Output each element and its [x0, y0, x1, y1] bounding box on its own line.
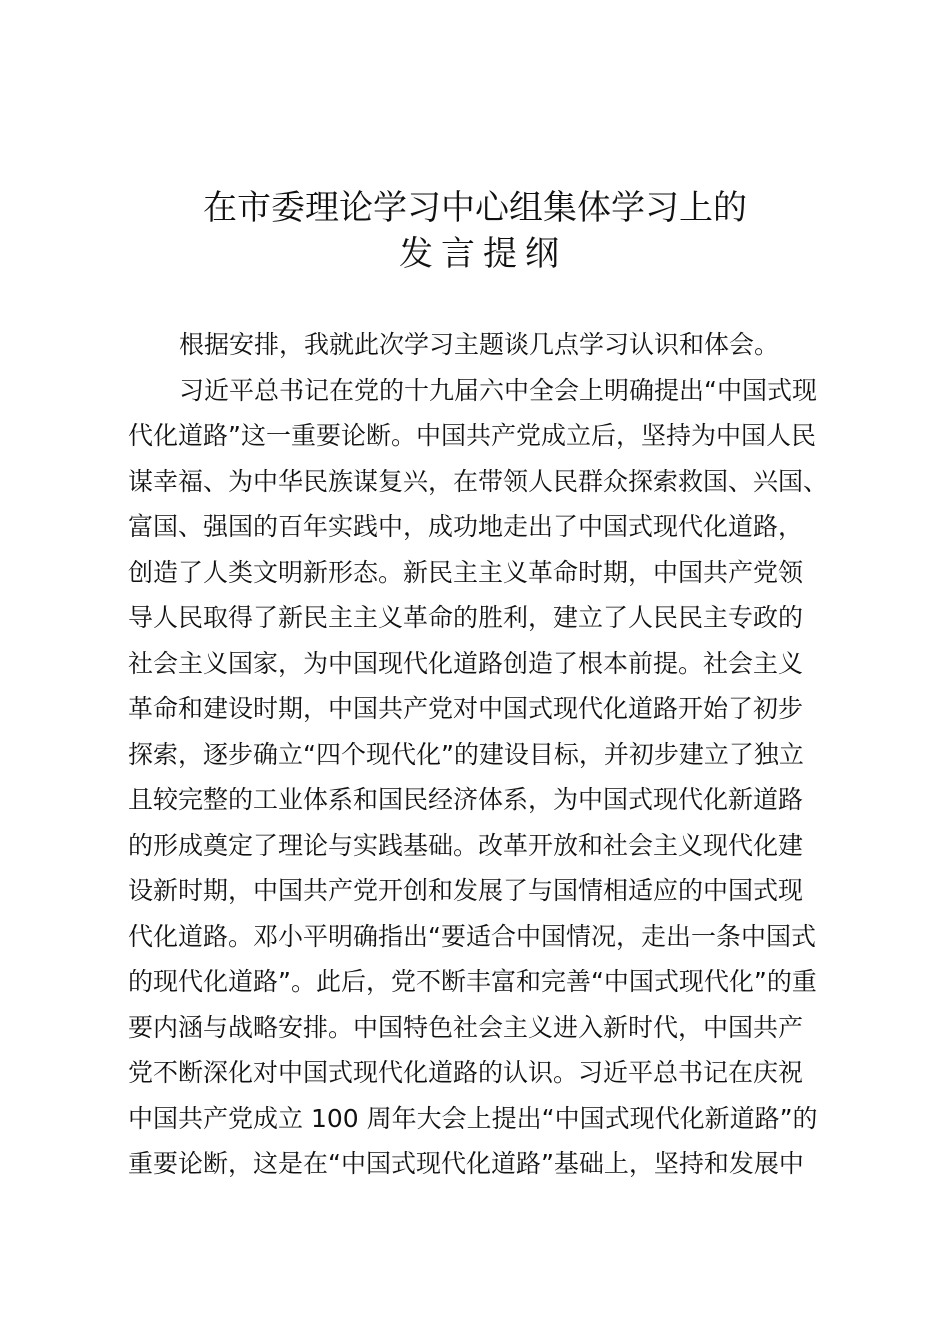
paragraph-2-line: 党不断深化对中国式现代化道路的认识。习近平总书记在庆祝	[128, 1058, 804, 1087]
paragraph-2-line: 的现代化道路”。此后，党不断丰富和完善“中国式现代化”的重	[128, 967, 817, 996]
paragraph-2-line: 导人民取得了新民主主义革命的胜利，建立了人民民主专政的	[128, 603, 804, 632]
paragraph-2-line: 且较完整的工业体系和国民经济体系，为中国式现代化新道路	[128, 785, 804, 814]
document-title-line-2: 发言提纲	[399, 234, 567, 274]
paragraph-2-line: 要内涵与战略安排。中国特色社会主义进入新时代，中国共产	[128, 1012, 804, 1042]
paragraph-1-line: 根据安排，我就此次学习主题谈几点学习认识和体会。	[179, 330, 780, 359]
paragraph-2-line: 重要论断，这是在“中国式现代化道路”基础上，坚持和发展中	[128, 1149, 804, 1178]
document-title-line-1: 在市委理论学习中心组集体学习上的	[203, 188, 747, 228]
paragraph-2-line: 探索，逐步确立“四个现代化”的建设目标，并初步建立了独立	[128, 739, 804, 769]
paragraph-2-line: 代化道路”这一重要论断。中国共产党成立后，坚持为中国人民	[128, 421, 816, 450]
paragraph-2-line: 的形成奠定了理论与实践基础。改革开放和社会主义现代化建	[128, 830, 804, 860]
paragraph-2-line: 革命和建设时期，中国共产党对中国式现代化道路开始了初步	[128, 694, 804, 723]
paragraph-2-line: 富国、强国的百年实践中，成功地走出了中国式现代化道路，	[128, 512, 804, 541]
paragraph-2-line: 代化道路。邓小平明确指出“要适合中国情况，走出一条中国式	[128, 921, 816, 951]
paragraph-2-line: 社会主义国家，为中国现代化道路创造了根本前提。社会主义	[128, 648, 804, 678]
paragraph-2-line: 设新时期，中国共产党开创和发展了与国情相适应的中国式现	[128, 876, 804, 905]
paragraph-2-line: 谋幸福、为中华民族谋复兴，在带领人民群众探索救国、兴国、	[128, 466, 829, 496]
paragraph-2-line: 中国共产党成立 100 周年大会上提出“中国式现代化新道路”的	[128, 1103, 818, 1133]
paragraph-2-line: 创造了人类文明新形态。新民主主义革命时期，中国共产党领	[128, 557, 804, 587]
document-body	[128, 322, 848, 1187]
paragraph-2-line: 习近平总书记在党的十九届六中全会上明确提出“中国式现	[179, 375, 817, 405]
